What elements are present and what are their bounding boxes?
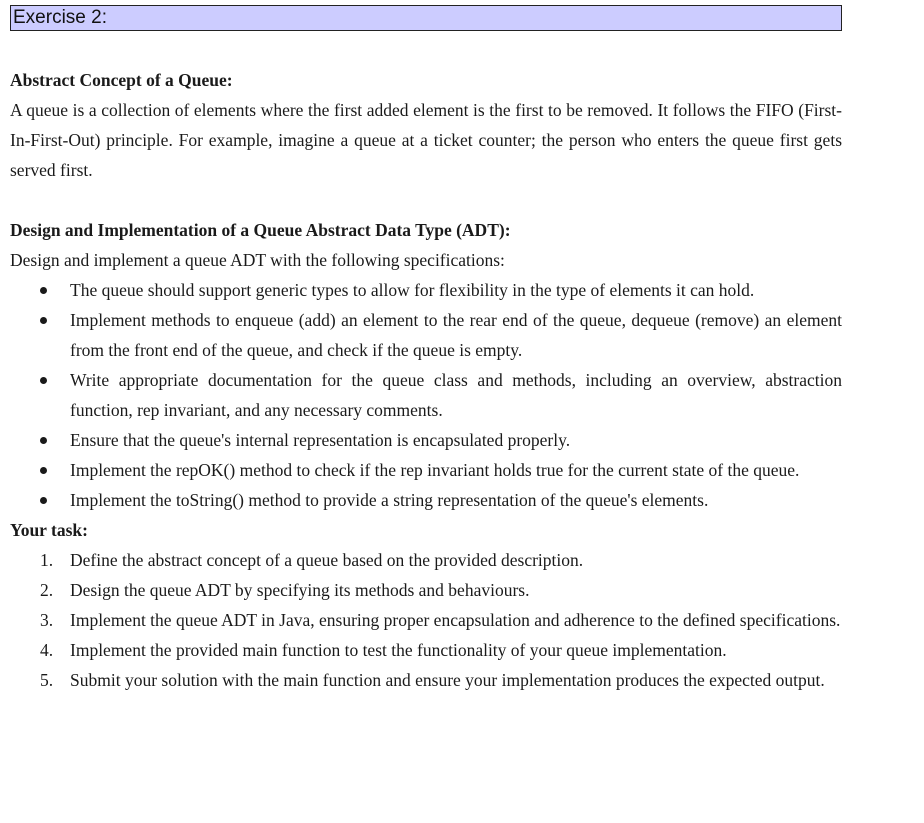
task-numbered-list <box>10 545 842 695</box>
task-number: 2. <box>40 580 54 600</box>
design-heading: Design and Implementation of a Queue Abstract Data Type (ADT): <box>10 220 511 240</box>
task-number: 5. <box>40 670 54 690</box>
task-number: 1. <box>40 550 54 570</box>
spec-bullet-item <box>70 305 842 365</box>
task-text: Submit your solution with the main function and ensure your implementation produces the expected output. <box>70 670 825 690</box>
task-text: Design the queue ADT by specifying its methods and behaviours. <box>70 580 530 600</box>
task-item <box>40 665 842 695</box>
bullet-dot-icon <box>40 497 47 504</box>
exercise-title: Exercise 2: <box>10 5 842 31</box>
task-item <box>40 635 842 665</box>
concept-heading: Abstract Concept of a Queue: <box>10 70 233 90</box>
spec-bullet-item <box>70 455 842 485</box>
bullet-dot-icon <box>40 377 47 384</box>
task-item <box>40 575 842 605</box>
concept-paragraph: A queue is a collection of elements where the first added element is the first to be removed. It follows the FIFO (First-In-First-Out) principle. For example, imagine a queue at a ticket counter; the person who enters the queue first gets served first. <box>10 100 842 180</box>
task-number: 3. <box>40 610 54 630</box>
design-intro: Design and implement a queue ADT with the following specifications: <box>10 250 505 270</box>
spec-bullet-item <box>70 275 842 305</box>
bullet-dot-icon <box>40 437 47 444</box>
spec-bullet-text: Implement methods to enqueue (add) an element to the rear end of the queue, dequeue (remove) an element from the front end of the queue, and check if the queue is empty. <box>70 310 842 360</box>
task-text: Implement the provided main function to test the functionality of your queue implementation. <box>70 640 727 660</box>
task-item <box>40 545 842 575</box>
task-heading: Your task: <box>10 520 88 540</box>
document-page <box>10 5 842 695</box>
bullet-dot-icon <box>40 287 47 294</box>
task-text: Define the abstract concept of a queue based on the provided description. <box>70 550 584 570</box>
spec-bullet-list <box>10 275 842 515</box>
bullet-dot-icon <box>40 467 47 474</box>
spec-bullet-text: Implement the toString() method to provide a string representation of the queue's elements. <box>70 490 709 510</box>
spec-bullet-text: The queue should support generic types to allow for flexibility in the type of elements it can hold. <box>70 280 755 300</box>
spec-bullet-item <box>70 425 842 455</box>
spec-bullet-text: Implement the repOK() method to check if the rep invariant holds true for the current state of the queue. <box>70 460 800 480</box>
spec-bullet-item <box>70 485 842 515</box>
spec-bullet-text: Ensure that the queue's internal representation is encapsulated properly. <box>70 430 571 450</box>
task-number: 4. <box>40 640 54 660</box>
spec-bullet-item <box>70 365 842 425</box>
task-text: Implement the queue ADT in Java, ensuring proper encapsulation and adherence to the defined specifications. <box>70 610 841 630</box>
task-item <box>40 605 842 635</box>
spec-bullet-text: Write appropriate documentation for the queue class and methods, including an overview, abstraction function, rep invariant, and any necessary comments. <box>70 370 842 420</box>
bullet-dot-icon <box>40 317 47 324</box>
